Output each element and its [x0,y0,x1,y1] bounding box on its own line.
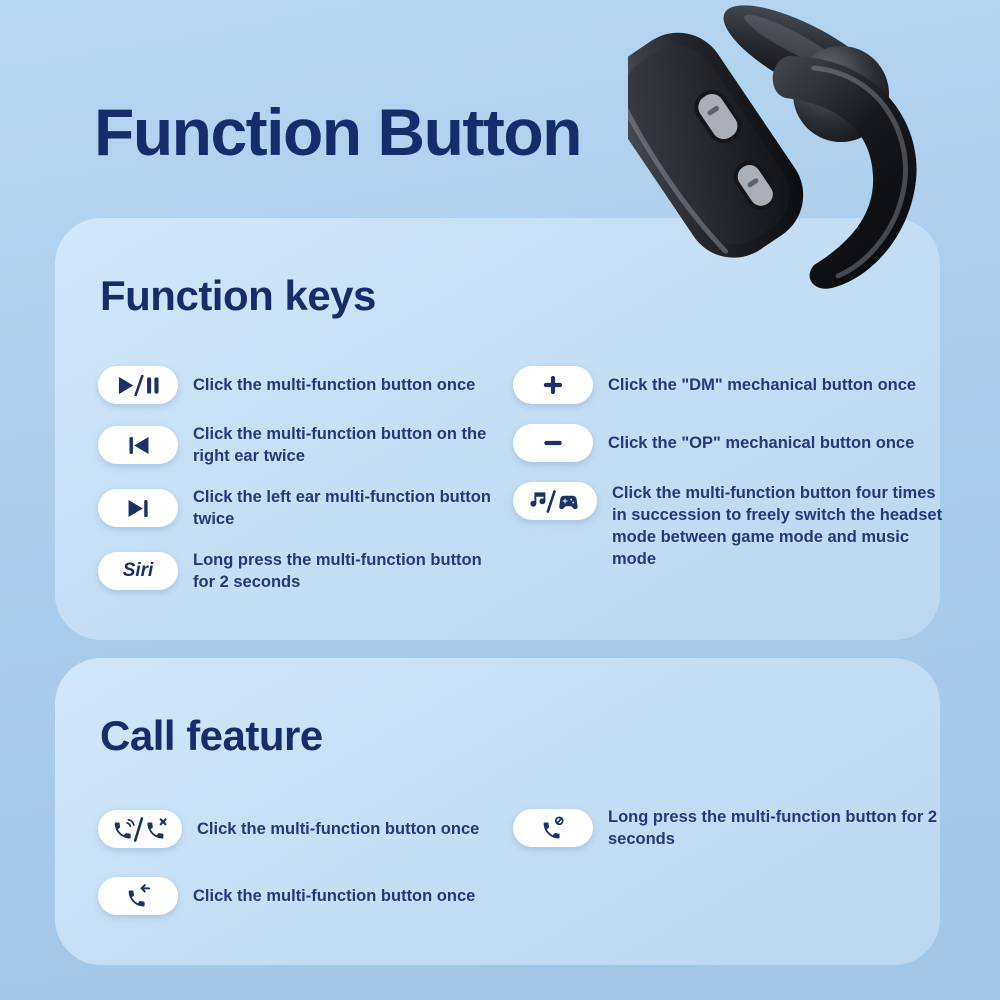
call-feature-right-column [513,806,955,850]
plus-icon [513,366,593,404]
function-keys-right-column [513,366,955,570]
function-row [513,482,955,570]
music-game-mode-icon [513,482,597,520]
function-row [98,877,498,915]
reject-call-icon [513,809,593,847]
play-pause-icon [98,366,178,404]
function-description: Click the multi-function button once [193,376,476,394]
function-row [98,810,498,848]
function-description: Click the "OP" mechanical button once [608,434,915,452]
function-row [98,549,498,593]
function-description: Click the multi-function button four times in succession to freely switch the headset mode between game mode and music mode [612,484,943,568]
minus-icon [513,424,593,462]
function-row [513,806,955,850]
function-description: Click the multi-function button on the right ear twice [193,425,487,465]
previous-track-icon [98,426,178,464]
function-description: Long press the multi-function button for 2 seconds [608,808,938,848]
function-description: Click the "DM" mechanical button once [608,376,917,394]
function-row [513,366,955,404]
page-title: Function Button [94,95,582,169]
siri-label [98,552,178,590]
answer-reject-call-icon [98,810,182,848]
function-keys-left-column [98,366,498,593]
function-row [513,424,955,462]
redial-call-icon [98,877,178,915]
function-description: Long press the multi-function button for 2 seconds [193,551,482,591]
function-keys-heading: Function keys [100,272,376,319]
function-description: Click the left ear multi-function button twice [193,488,491,528]
function-description: Click the multi-function button once [193,887,476,905]
siri-text: Siri [122,560,154,581]
function-description: Click the multi-function button once [197,820,480,838]
call-feature-heading: Call feature [100,712,323,759]
function-row [98,366,498,404]
headset-illustration [628,0,950,300]
function-row [98,486,498,530]
next-track-icon [98,489,178,527]
call-feature-card [55,658,940,965]
headset-product-image [628,0,950,300]
function-row [98,423,498,467]
call-feature-left-column [98,810,498,915]
